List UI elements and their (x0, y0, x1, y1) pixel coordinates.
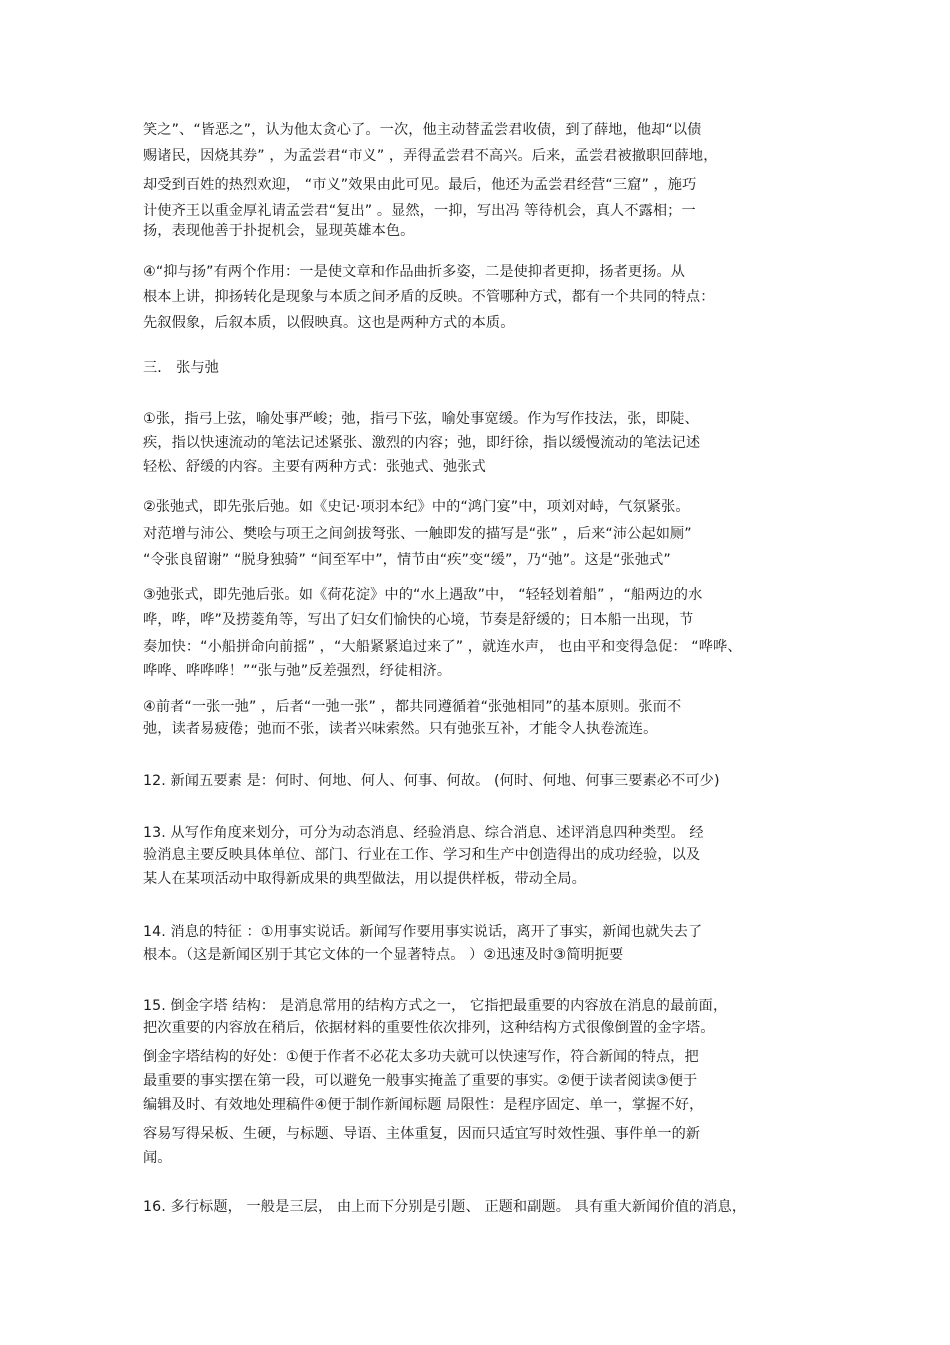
text-line: 计使齐王以重金厚礼请孟尝君“复出” 。显然，一抑，写出冯 等待机会，真人不露相；一 (143, 203, 696, 219)
text-line: 先叙假象，后叙本质，以假映真。这也是两种方式的本质。 (143, 315, 515, 331)
text-line: ④“抑与扬”有两个作用：一是使文章和作品曲折多姿，二是使抑者更抑，扬者更扬。从 (143, 264, 686, 280)
text-line: 根本上讲，抑扬转化是现象与本质之间矛盾的反映。不管哪种方式，都有一个共同的特点： (143, 289, 715, 305)
numbered-item: 16. 多行标题， 一般是三层， 由上而下分别是引题、 正题和副题。 具有重大新闻价值的消息， (143, 1199, 747, 1215)
text-line: 闻。 (143, 1150, 172, 1166)
text-line: 却受到百姓的热烈欢迎， “市义”效果由此可见。最后，他还为孟尝君经营“三窟” ，施巧 (143, 177, 697, 193)
text-line: ③弛张式，即先弛后张。如《荷花淀》中的“水上遇敌”中， “轻轻划着船” ，“船两边的水 (143, 587, 703, 603)
numbered-item: 13. 从写作角度来划分，可分为动态消息、经验消息、综合消息、述评消息四种类型。 经 (143, 825, 704, 841)
text-line: ①张，指弓上弦，喻处事严峻；弛，指弓下弦，喻处事宽缓。作为写作技法，张，即陡、 (143, 411, 699, 427)
text-line: 编辑及时、有效地处理稿件④便于制作新闻标题 局限性：是程序固定、单一，掌握不好， (143, 1097, 704, 1113)
text-line: 哗，哗，哗”及捞菱角等，写出了妇女们愉快的心境，节奏是舒缓的；日本船一出现，节 (143, 612, 694, 628)
text-line: ④前者“一张一弛” ，后者“一弛一张” ，都共同遵循着“张弛相同”的基本原则。张而不 (143, 699, 682, 715)
text-line: “令张良留谢” “脱身独骑” “间至军中”，情节由“疾”变“缓”，乃“弛”。这是“张弛式” (143, 552, 671, 568)
section-heading: 三． 张与弛 (143, 360, 220, 376)
text-line: 扬，表现他善于扑捉机会，显现英雄本色。 (143, 223, 415, 239)
text-line: 根本。（这是新闻区别于其它文体的一个显著特点。 ）②迅速及时③简明扼要 (143, 947, 624, 963)
text-line: 赐诸民，因烧其券” ，为孟尝君“市义” ，弄得孟尝君不高兴。后来，孟尝君被撤职回薛地， (143, 148, 718, 164)
text-line: 把次重要的内容放在稍后，依据材料的重要性依次排列，这种结构方式很像倒置的金字塔。 (143, 1020, 715, 1036)
numbered-item: 15. 倒金字塔 结构： 是消息常用的结构方式之一， 它指把最重要的内容放在消息的最前面， (143, 998, 728, 1014)
text-line: 奏加快：“小船拼命向前摇” ，“大船紧紧追过来了” ，就连水声， 也由平和变得急促： “哗哗、 (143, 639, 742, 655)
text-line: 笑之”、“皆恶之”，认为他太贪心了。一次，他主动替孟尝君收债，到了薛地，他却“以债 (143, 122, 702, 138)
text-line: 哗哗、哗哗哗！”“张与弛”反差强烈，纾徒相济。 (143, 663, 452, 679)
text-line: 倒金字塔结构的好处：①便于作者不必花太多功夫就可以快速写作，符合新闻的特点，把 (143, 1049, 699, 1065)
text-line: 最重要的事实摆在第一段，可以避免一般事实掩盖了重要的事实。②便于读者阅读③便于 (143, 1073, 698, 1089)
numbered-item: 14. 消息的特征 ：①用事实说话。新闻写作要用事实说话，离开了事实，新闻也就失去了 (143, 924, 703, 940)
text-line: 验消息主要反映具体单位、部门、行业在工作、学习和生产中创造得出的成功经验，以及 (143, 847, 701, 863)
text-line: 弛，读者易疲倦；弛而不张，读者兴味索然。只有弛张互补，才能令人执卷流连。 (143, 721, 658, 737)
text-line: ②张弛式，即先张后弛。如《史记·项羽本纪》中的“鸿门宴”中，项刘对峙，气氛紧张。 (143, 499, 690, 515)
text-line: 某人在某项活动中取得新成果的典型做法，用以提供样板，带动全局。 (143, 871, 586, 887)
text-line: 轻松、舒缓的内容。主要有两种方式：张弛式、弛张式 (143, 459, 486, 475)
text-line: 容易写得呆板、生硬，与标题、导语、主体重复，因而只适宜写时效性强、事件单一的新 (143, 1126, 701, 1142)
text-line: 疾，指以快速流动的笔法记述紧张、激烈的内容；弛，即纡徐，指以缓慢流动的笔法记述 (143, 435, 701, 451)
numbered-item: 12. 新闻五要素 是：何时、何地、何人、何事、何故。 (何时、何地、何事三要素必不可少) (143, 773, 720, 789)
text-line: 对范增与沛公、樊哙与项王之间剑拔弩张、一触即发的描写是“张” ，后来“沛公起如厕” (143, 526, 692, 542)
